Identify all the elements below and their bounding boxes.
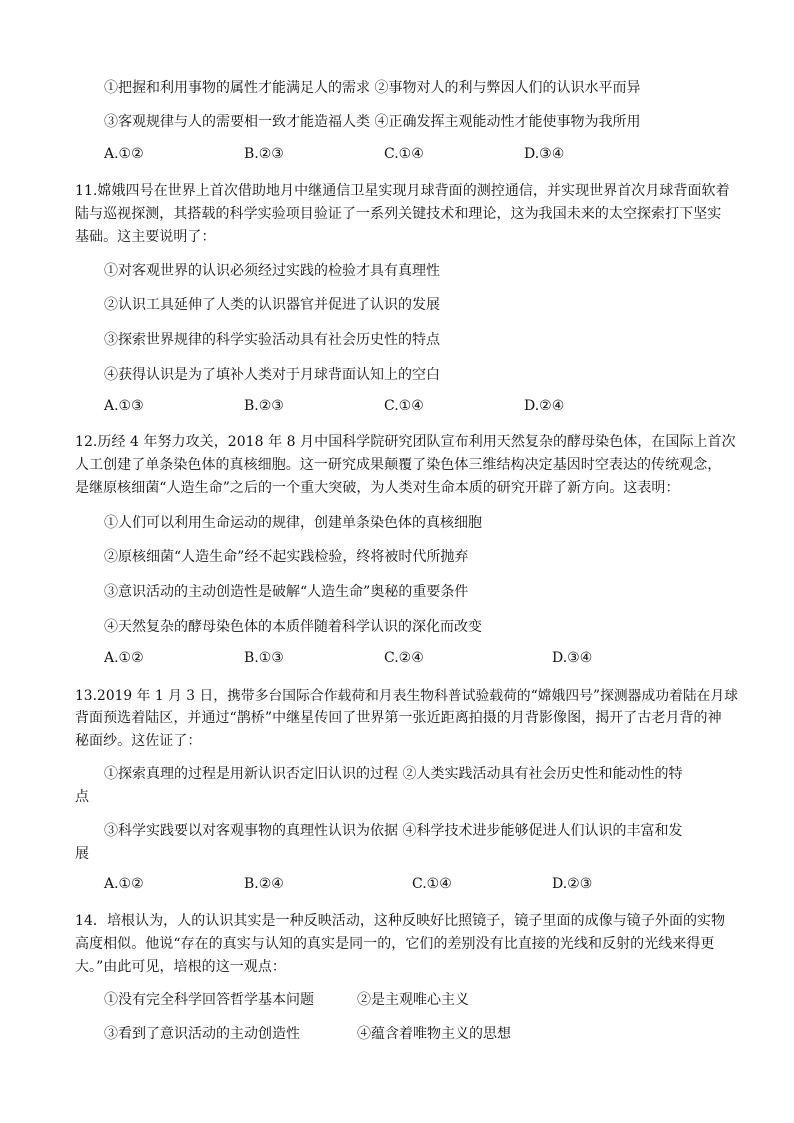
q11-stem-line-3: 基础。这主要说明了： — [75, 229, 216, 245]
q11-item-1: ①对客观世界的认识必须经过实践的检验才具有真理性 — [104, 263, 440, 279]
q12-stem-line-3: 是继原核细菌“人造生命”之后的一个重大突破，为人类对生命本质的研究开辟了新方向。这表明： — [75, 480, 680, 496]
q11-option-c: C.①④ — [384, 398, 424, 414]
q13-item-row-2: ③科学实践要以对客观事物的真理性认识为依据 ④科学技术进步能够促进人们认识的丰富和发 — [104, 823, 683, 839]
q12-option-a: A.①② — [104, 650, 144, 666]
q13-option-c: C.①④ — [412, 876, 452, 892]
q12-stem-line-1: 12.历经 4 年努力攻关，2018 年 8 月中国科学院研究团队宣布利用天然复杂的酵母染色体，在国际上首次 — [75, 434, 736, 450]
q14-item-4: ④蕴含着唯物主义的思想 — [357, 1026, 511, 1042]
q14-stem-line-1: 14．培根认为，人的认识其实是一种反映活动，这种反映好比照镜子，镜子里面的成像与镜子外面的实物 — [75, 913, 726, 929]
q11-item-3: ③探索世界规律的科学实验活动具有社会历史性的特点 — [104, 332, 440, 348]
q12-item-2: ②原核细菌“人造生命”经不起实践检验，终将被时代所抛弃 — [104, 549, 469, 565]
q14-item-2: ②是主观唯心主义 — [357, 992, 469, 1008]
q14-stem-line-3: 大。”由此可见，培根的这一观点： — [75, 959, 286, 975]
q12-stem-line-2: 人工创建了单条染色体的真核细胞。这一研究成果颠覆了染色体三维结构决定基因时空表达的传统观念， — [75, 457, 722, 473]
q13-option-a: A.①② — [104, 876, 144, 892]
q12-option-c: C.②④ — [384, 650, 424, 666]
q11-item-2: ②认识工具延伸了人类的认识器官并促进了认识的发展 — [104, 297, 440, 313]
q13-option-b: B.②④ — [244, 876, 284, 892]
q12-item-1: ①人们可以利用生命运动的规律，创建单条染色体的真核细胞 — [104, 515, 482, 531]
q13-stem-line-1: 13.2019 年 1 月 3 日，携带多台国际合作载荷和月表生物科普试验载荷的“嫦娥四号”探测器成功着陆在月球 — [75, 688, 739, 704]
q10-option-b: B.②③ — [244, 146, 284, 162]
q12-item-3: ③意识活动的主动创造性是破解“人造生命”奥秘的重要条件 — [104, 584, 469, 600]
q13-item-row-2-wrap: 展 — [75, 846, 89, 862]
q10-item-row-2: ③客观规律与人的需要相一致才能造福人类 ④正确发挥主观能动性才能使事物为我所用 — [104, 114, 641, 130]
q11-option-a: A.①③ — [104, 398, 144, 414]
q13-item-row-1-wrap: 点 — [75, 789, 89, 805]
q11-item-4: ④获得认识是为了填补人类对于月球背面认知上的空白 — [104, 367, 440, 383]
q13-item-row-1: ①探索真理的过程是用新认识否定旧认识的过程 ②人类实践活动具有社会历史性和能动性的特 — [104, 766, 683, 782]
q10-item-row-1: ①把握和利用事物的属性才能满足人的需求 ②事物对人的利与弊因人们的认识水平而异 — [104, 80, 641, 96]
q13-stem-line-3: 秘面纱。这佐证了： — [75, 733, 202, 749]
q12-option-d: D.③④ — [552, 650, 593, 666]
q11-option-d: D.②④ — [524, 398, 565, 414]
q13-option-d: D.②③ — [552, 876, 593, 892]
q11-option-b: B.②③ — [244, 398, 284, 414]
q10-option-d: D.③④ — [524, 146, 565, 162]
q13-stem-line-2: 背面预选着陆区，并通过“鹊桥”中继星传回了世界第一张近距离拍摄的月背影像图，揭开了古老月背的神 — [75, 710, 722, 726]
q10-option-a: A.①② — [104, 146, 144, 162]
q12-item-4: ④天然复杂的酵母染色体的本质伴随着科学认识的深化而改变 — [104, 619, 482, 635]
q11-stem-line-2: 陆与巡视探测，其搭载的科学实验项目验证了一系列关键技术和理论，这为我国未来的太空探索打下坚实 — [75, 206, 722, 222]
q14-stem-line-2: 高度相似。他说“存在的真实与认知的真实是同一的，它们的差别没有比直接的光线和反射的光线来得更 — [75, 936, 715, 952]
q14-item-3: ③看到了意识活动的主动创造性 — [104, 1026, 300, 1042]
q10-option-c: C.①④ — [384, 146, 424, 162]
q11-stem-line-1: 11.嫦娥四号在世界上首次借助地月中继通信卫星实现月球背面的测控通信，并实现世界首次月球背面软着 — [75, 183, 730, 199]
q14-item-1: ①没有完全科学回答哲学基本问题 — [104, 992, 314, 1008]
q12-option-b: B.①③ — [244, 650, 284, 666]
